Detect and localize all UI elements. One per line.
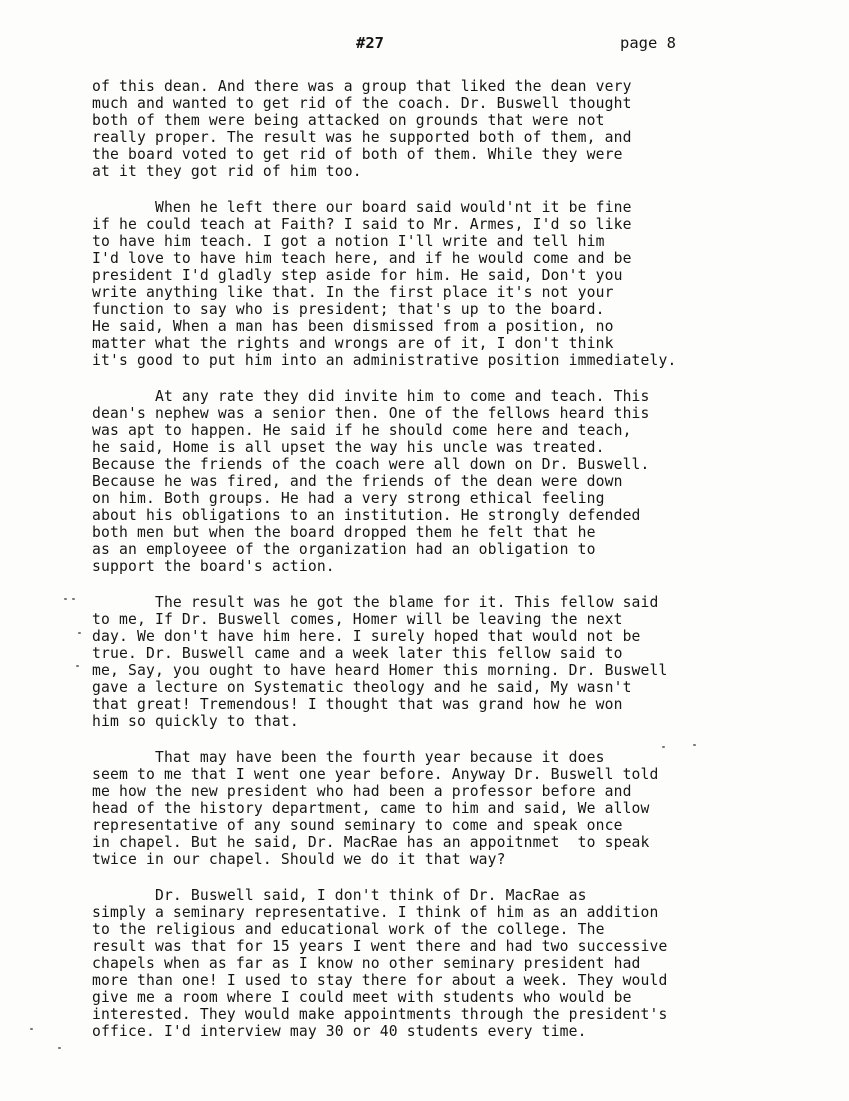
paragraph — [92, 887, 782, 1040]
text-line: at it they got rid of him too. — [92, 163, 362, 180]
paragraph — [92, 388, 782, 575]
text-line: him so quickly to that. — [92, 713, 299, 730]
text-line: me how the new president who had been a professor before and — [92, 783, 632, 800]
text-line: seem to me that I went one year before. Anyway Dr. Buswell told — [92, 766, 659, 783]
text-line: if he could teach at Faith? I said to Mr. Armes, I'd so like — [92, 216, 632, 233]
paragraph — [92, 78, 782, 180]
text-line: simply a seminary representative. I think of him as an addition — [92, 904, 659, 921]
text-line: was apt to happen. He said if he should come here and teach, — [92, 422, 632, 439]
text-line: representative of any sound seminary to come and speak once — [92, 817, 623, 834]
text-line: I'd love to have him teach here, and if he would come and be — [92, 250, 632, 267]
text-line: result was that for 15 years I went there and had two successive — [92, 938, 668, 955]
text-line: really proper. The result was he supported both of them, and — [92, 129, 632, 146]
text-line: Dr. Buswell said, I don't think of Dr. MacRae as — [92, 887, 587, 904]
text-line: office. I'd interview may 30 or 40 students every time. — [92, 1023, 587, 1040]
text-line: At any rate they did invite him to come and teach. This — [92, 388, 650, 405]
text-line: to the religious and educational work of the college. The — [92, 921, 605, 938]
text-line: me, Say, you ought to have heard Homer this morning. Dr. Buswell — [92, 662, 668, 679]
text-line: That may have been the fourth year because it does — [92, 749, 605, 766]
document-number: #27 — [356, 34, 384, 52]
text-line: day. We don't have him here. I surely hoped that would not be — [92, 628, 641, 645]
text-line: the board voted to get rid of both of them. While they were — [92, 146, 623, 163]
text-line: more than one! I used to stay there for about a week. They would — [92, 972, 668, 989]
text-line: gave a lecture on Systematic theology and he said, My wasn't — [92, 679, 632, 696]
text-line: as an employeee of the organization had an obligation to — [92, 541, 596, 558]
text-line: twice in our chapel. Should we do it that way? — [92, 851, 506, 868]
text-line: he said, Home is all upset the way his uncle was treated. — [92, 439, 605, 456]
text-line: When he left there our board said would'nt it be fine — [92, 199, 632, 216]
text-line: much and wanted to get rid of the coach. Dr. Buswell thought — [92, 95, 632, 112]
text-line: matter what the rights and wrongs are of it, I don't think — [92, 335, 614, 352]
text-line: both of them were being attacked on grounds that were not — [92, 112, 605, 129]
text-line: true. Dr. Buswell came and a week later this fellow said to — [92, 645, 623, 662]
text-line: to me, If Dr. Buswell comes, Homer will be leaving the next — [92, 611, 623, 628]
text-line: in chapel. But he said, Dr. MacRae has an appoitnmet to speak — [92, 834, 650, 851]
page-header — [0, 34, 849, 56]
text-line: chapels when as far as I know no other seminary president had — [92, 955, 641, 972]
text-line: president I'd gladly step aside for him. He said, Don't you — [92, 267, 623, 284]
text-line: to have him teach. I got a notion I'll write and tell him — [92, 233, 605, 250]
text-line: interested. They would make appointments through the president's — [92, 1006, 668, 1023]
paragraph — [92, 199, 782, 369]
text-line: He said, When a man has been dismissed from a position, no — [92, 318, 614, 335]
text-line: that great! Tremendous! I thought that was grand how he won — [92, 696, 623, 713]
body-text — [92, 78, 782, 1059]
text-line: Because the friends of the coach were all down on Dr. Buswell. — [92, 456, 650, 473]
text-line: head of the history department, came to him and said, We allow — [92, 800, 650, 817]
text-line: on him. Both groups. He had a very strong ethical feeling — [92, 490, 605, 507]
paragraph — [92, 749, 782, 868]
text-line: write anything like that. In the first place it's not your — [92, 284, 614, 301]
paragraph — [92, 594, 782, 730]
text-line: support the board's action. — [92, 558, 335, 575]
page-number: page 8 — [620, 34, 676, 52]
text-line: both men but when the board dropped them he felt that he — [92, 524, 596, 541]
text-line: function to say who is president; that's up to the board. — [92, 301, 605, 318]
text-line: about his obligations to an institution. He strongly defended — [92, 507, 641, 524]
text-line: give me a room where I could meet with students who would be — [92, 989, 632, 1006]
text-line: it's good to put him into an administrative position immediately. — [92, 352, 677, 369]
text-line: of this dean. And there was a group that liked the dean very — [92, 78, 632, 95]
text-line: dean's nephew was a senior then. One of the fellows heard this — [92, 405, 650, 422]
text-line: The result was he got the blame for it. This fellow said — [92, 594, 659, 611]
text-line: Because he was fired, and the friends of the dean were down — [92, 473, 623, 490]
